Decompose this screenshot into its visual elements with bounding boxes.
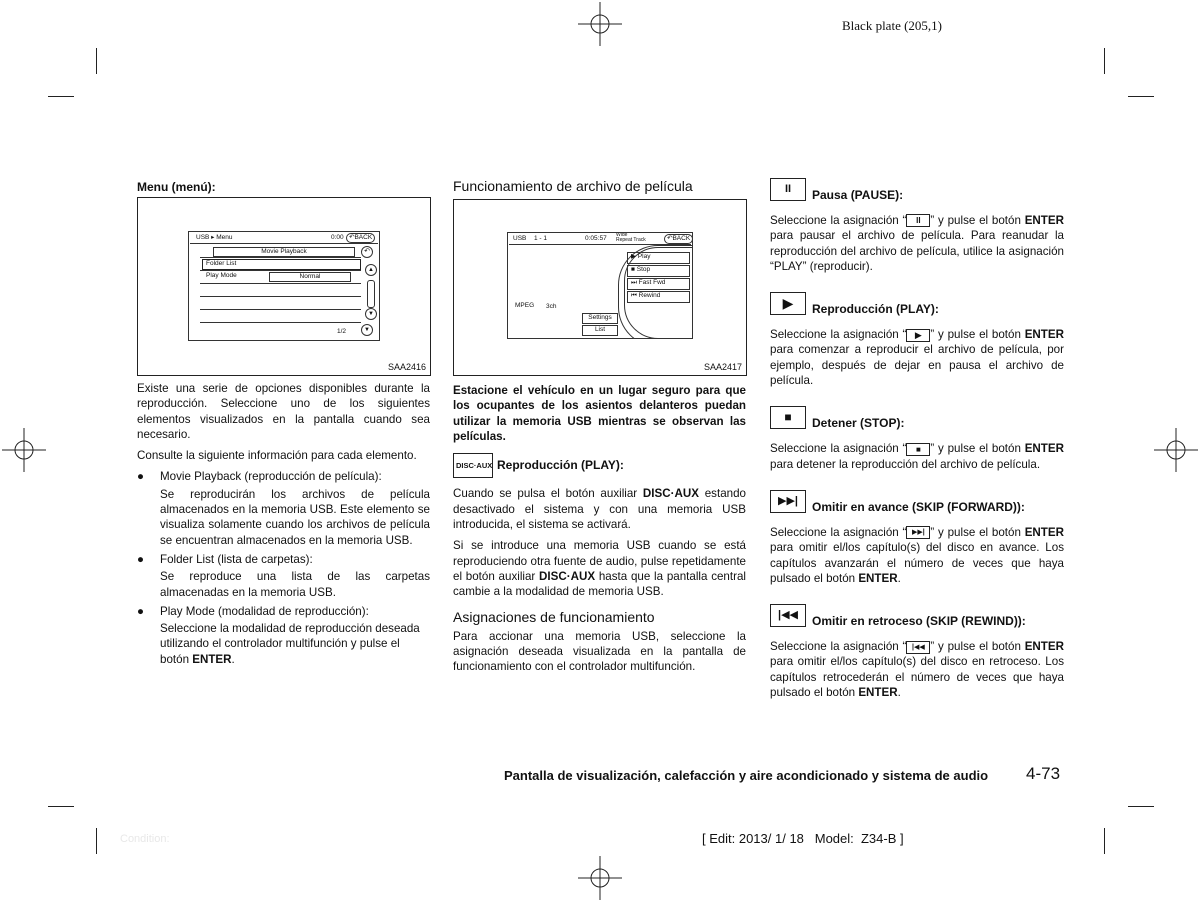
registration-mark-icon bbox=[1154, 428, 1198, 472]
skip-rewind-paragraph bbox=[770, 639, 1064, 700]
enter-key: ENTER bbox=[1024, 328, 1064, 342]
playback-screen bbox=[507, 232, 693, 339]
text: estando desactivado el sistema y con una memoria USB introducida, el sistema se activará. bbox=[453, 487, 746, 532]
menu-ff-label: Fast Fwd bbox=[638, 279, 666, 286]
text: ” y pulse el botón bbox=[930, 442, 1025, 456]
text: . bbox=[897, 686, 901, 700]
disc-heading: Reproducción (PLAY): bbox=[497, 458, 624, 473]
enter-key: ENTER bbox=[1024, 640, 1064, 654]
enter-key: ENTER bbox=[1024, 214, 1064, 227]
item-title: Movie Playback (reproducción de película): bbox=[160, 470, 382, 484]
registration-mark-icon bbox=[578, 2, 622, 46]
back-label: BACK bbox=[354, 234, 373, 241]
return-icon[interactable]: ↶ bbox=[361, 246, 373, 258]
divider bbox=[200, 283, 361, 284]
skip-rewind-heading-text: Omitir en retroceso (SKIP (REWIND)): bbox=[812, 613, 1026, 628]
divider bbox=[200, 296, 361, 297]
edit-info: [ Edit: 2013/ 1/ 18 Model: Z34-B ] bbox=[702, 831, 904, 846]
time-label: 0:05:57 bbox=[585, 235, 607, 242]
column-1 bbox=[137, 180, 430, 195]
text: para omitir el/los capítulo(s) del disco en avance. Los capítulos avanzarán el número de veces que haya pulsado el botón bbox=[770, 541, 1064, 585]
menu-rewind[interactable]: ⏮ Rewind bbox=[627, 291, 690, 303]
disc-aux-icon: DISC·AUX bbox=[453, 453, 493, 478]
divider bbox=[200, 309, 361, 310]
enter-key: ENTER bbox=[1024, 525, 1064, 539]
text: Seleccione la asignación “ bbox=[770, 525, 907, 539]
list-item bbox=[137, 552, 430, 567]
scroll-up-icon[interactable]: ▲ bbox=[365, 264, 377, 276]
playback-figure bbox=[453, 199, 747, 376]
column-1-body bbox=[137, 381, 430, 667]
condition-label: Condition: bbox=[120, 833, 170, 845]
crop-mark bbox=[1104, 48, 1105, 74]
row-play-mode[interactable]: Play Mode bbox=[206, 272, 237, 279]
stop-icon: ■ bbox=[770, 406, 806, 429]
registration-mark-icon bbox=[2, 428, 46, 472]
play-icon: ▶ bbox=[906, 329, 930, 342]
enter-key: ENTER bbox=[192, 652, 232, 666]
crop-mark bbox=[1128, 806, 1154, 807]
bullet-icon: ● bbox=[137, 604, 145, 618]
menu-play-label: Play bbox=[637, 253, 651, 260]
disc-aux-heading bbox=[453, 453, 746, 478]
menu-screen bbox=[188, 231, 380, 341]
play-mode-value[interactable]: Normal bbox=[269, 272, 351, 282]
mpeg-label: MPEG bbox=[515, 302, 535, 309]
pause-paragraph bbox=[770, 213, 1064, 274]
divider bbox=[190, 243, 378, 244]
item-title: Folder List (lista de carpetas): bbox=[160, 552, 313, 566]
enter-key: ENTER bbox=[1024, 442, 1064, 456]
crop-mark bbox=[1128, 96, 1154, 97]
play-heading bbox=[770, 292, 1064, 315]
disc-paragraph-2 bbox=[453, 538, 746, 599]
text: para detener la reproducción del archivo de película. bbox=[770, 457, 1041, 471]
play-heading-text: Reproducción (PLAY): bbox=[812, 301, 939, 316]
crop-mark bbox=[1104, 828, 1105, 854]
disc-aux-key: DISC·AUX bbox=[642, 487, 699, 501]
text: Seleccione la asignación “ bbox=[770, 328, 907, 342]
skip-forward-paragraph bbox=[770, 525, 1064, 586]
stop-icon: ■ bbox=[906, 443, 930, 456]
warning-paragraph: Estacione el vehículo en un lugar seguro para que los ocupantes de los asientos delanteros puedan utilizar la memoria USB mientras se observan las películas. bbox=[453, 384, 746, 443]
divider bbox=[200, 270, 361, 271]
text: . bbox=[897, 571, 901, 585]
section-title-2: Asignaciones de funcionamiento bbox=[453, 608, 655, 625]
text: hasta que la pantalla central cambie a la modalidad de memoria USB. bbox=[453, 569, 746, 599]
stop-heading bbox=[770, 406, 1064, 429]
scroll-down-icon[interactable]: ▼ bbox=[365, 308, 377, 320]
skip-forward-heading bbox=[770, 490, 1064, 513]
pause-heading-text: Pausa (PAUSE): bbox=[812, 187, 904, 202]
play-paragraph bbox=[770, 327, 1064, 388]
skip-forward-heading-text: Omitir en avance (SKIP (FORWARD)): bbox=[812, 499, 1025, 514]
text: para comenzar a reproducir el archivo de película, por ejemplo, después de dejar en pausa el archivo de película. bbox=[770, 343, 1064, 388]
row-folder-list[interactable]: Folder List bbox=[202, 259, 361, 270]
column-2-body bbox=[453, 383, 746, 681]
plate-label: Black plate (205,1) bbox=[842, 18, 942, 33]
disc-aux-key: DISC·AUX bbox=[539, 569, 596, 583]
skip-forward-icon: ▶▶| bbox=[906, 526, 930, 539]
text: para pausar el archivo de película. Para reanudar la reproducción del archivo de película, utilice la asignación “PLAY” (reproducir). bbox=[770, 229, 1064, 273]
page-down-icon[interactable]: ▼ bbox=[361, 324, 373, 336]
page-indicator: 1/2 bbox=[337, 328, 347, 335]
track-label: 1 - 1 bbox=[534, 235, 548, 242]
screen-time: 0:00 bbox=[331, 234, 344, 241]
text: Seleccione la asignación “ bbox=[770, 640, 907, 654]
text: Cuando se pulsa el botón auxiliar bbox=[453, 487, 643, 501]
row-movie-playback[interactable]: Movie Playback bbox=[213, 247, 355, 257]
text: para omitir el/los capítulo(s) del disco en retroceso. Los capítulos retrocederán el número de veces que haya pulsado el botón bbox=[770, 655, 1064, 700]
mode-wide: Wide bbox=[616, 232, 628, 238]
back-label: BACK bbox=[672, 235, 691, 242]
pause-icon: II bbox=[770, 178, 806, 201]
registration-mark-icon bbox=[578, 856, 622, 900]
usb-label: USB bbox=[513, 235, 527, 242]
divider bbox=[200, 322, 361, 323]
intro-paragraph: Existe una serie de opciones disponibles durante la reproducción. Seleccione uno de los siguientes elementos visualizados en la pantalla cuando sea necesario. bbox=[137, 382, 430, 441]
screen-title: USB ▸ Menu bbox=[196, 234, 233, 241]
skip-rewind-icon: |◀◀ bbox=[906, 641, 930, 654]
mode-repeat: Repeat Track bbox=[616, 237, 646, 243]
skip-forward-icon: ▶▶| bbox=[770, 490, 806, 513]
menu-stop[interactable]: ■ Stop bbox=[627, 265, 690, 277]
menu-figure bbox=[137, 197, 431, 376]
footer-section-title: Pantalla de visualización, calefacción y aire acondicionado y sistema de audio bbox=[504, 768, 989, 783]
text: Seleccione la asignación “ bbox=[770, 442, 907, 456]
back-button[interactable]: ↶BACK bbox=[346, 233, 375, 243]
column-3 bbox=[770, 178, 1064, 706]
item-title: Play Mode (modalidad de reproducción): bbox=[160, 604, 369, 618]
divider bbox=[200, 257, 361, 258]
menu-heading: Menu (menú): bbox=[137, 180, 216, 194]
menu-rewind-label: Rewind bbox=[638, 292, 661, 299]
enter-key: ENTER bbox=[858, 686, 898, 700]
menu-play[interactable]: ▶ Play bbox=[627, 252, 690, 264]
crop-mark bbox=[48, 96, 74, 97]
menu-stop-label: Stop bbox=[636, 266, 651, 273]
crop-mark bbox=[48, 806, 74, 807]
item-body: Se reproducirán los archivos de película almacenados en la memoria USB. Este elemento se visualiza solamente cuando los archivos de película se encuentran almacenados en la memoria USB. bbox=[160, 487, 430, 547]
stop-heading-text: Detener (STOP): bbox=[812, 416, 905, 431]
back-button[interactable]: ↶BACK bbox=[664, 234, 693, 244]
play-icon: ▶ bbox=[770, 292, 806, 315]
mode-label bbox=[616, 233, 646, 243]
list-item bbox=[137, 604, 430, 619]
assign-paragraph: Para accionar una memoria USB, seleccione la asignación deseada visualizada en la pantalla de funcionamiento con el controlador multifunción. bbox=[453, 629, 746, 674]
channel-label: 3ch bbox=[546, 303, 557, 310]
pause-heading bbox=[770, 178, 1064, 201]
text: ” y pulse el botón bbox=[930, 525, 1025, 539]
item-body-text: . bbox=[231, 652, 235, 666]
item-body-text: Seleccione la modalidad de reproducción deseada utilizando el controlador multifunción y pulse el botón bbox=[160, 622, 420, 666]
item-body: Se reproduce una lista de las carpetas almacenadas en la memoria USB. bbox=[160, 570, 430, 599]
menu-fast-fwd[interactable]: ⏭ Fast Fwd bbox=[627, 278, 690, 290]
figure-label: SAA2417 bbox=[703, 362, 742, 372]
pause-icon: II bbox=[906, 214, 930, 227]
text: Seleccione la asignación “ bbox=[770, 214, 907, 227]
enter-key: ENTER bbox=[858, 571, 898, 585]
text: ” y pulse el botón bbox=[930, 328, 1025, 342]
settings-button[interactable]: Settings bbox=[582, 313, 618, 324]
bullet-icon: ● bbox=[137, 552, 145, 566]
text: ” y pulse el botón bbox=[930, 214, 1025, 227]
text: Si se introduce una memoria USB cuando se está reproduciendo otra fuente de audio, pulse repetidamente el botón auxiliar bbox=[453, 539, 746, 583]
list-button[interactable]: List bbox=[582, 325, 618, 336]
skip-rewind-heading bbox=[770, 604, 1064, 627]
text: ” y pulse el botón bbox=[930, 640, 1025, 654]
bullet-icon: ● bbox=[137, 470, 145, 484]
section-title: Funcionamiento de archivo de película bbox=[453, 178, 693, 194]
consult-paragraph: Consulte la siguiente información para cada elemento. bbox=[137, 449, 417, 463]
list-item bbox=[137, 469, 430, 484]
page-number: 4-73 bbox=[1026, 764, 1061, 783]
stop-paragraph bbox=[770, 441, 1064, 472]
crop-mark bbox=[96, 48, 97, 74]
crop-mark bbox=[96, 828, 97, 854]
scrollbar[interactable] bbox=[367, 280, 375, 308]
skip-rewind-icon: |◀◀ bbox=[770, 604, 806, 627]
item-body bbox=[137, 621, 430, 667]
disc-paragraph-1 bbox=[453, 486, 746, 532]
figure-label: SAA2416 bbox=[387, 362, 426, 372]
